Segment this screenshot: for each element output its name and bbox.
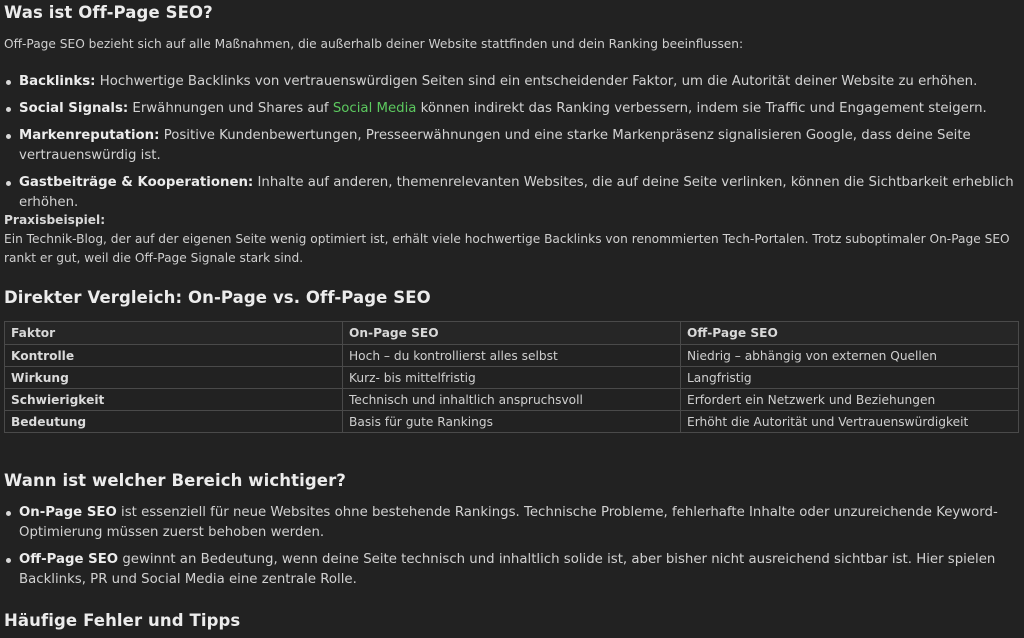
table-row — [5, 389, 1019, 411]
heading-off-page-seo: Was ist Off-Page SEO? — [4, 3, 213, 22]
text-off-page: gewinnt an Bedeutung, wenn deine Seite technisch und inhaltlich solide ist, aber bisher nicht ausreichend sichtbar ist. Hier spielen Backlinks, PR und Social Media eine zentrale Rolle. — [19, 552, 996, 587]
on-page-cell: Kurz- bis mittelfristig — [343, 367, 681, 389]
example-label: Praxisbeispiel: — [4, 213, 106, 227]
row-label: Schwierigkeit — [5, 389, 343, 411]
row-label: Bedeutung — [5, 411, 343, 433]
off-page-cell: Erhöht die Autorität und Vertrauenswürdigkeit — [681, 411, 1019, 433]
column-header-off-page: Off-Page SEO — [681, 322, 1019, 345]
off-page-cell: Niedrig – abhängig von externen Quellen — [681, 345, 1019, 367]
text-social-signals-before: Erwähnungen und Shares auf — [128, 101, 333, 116]
row-label: Kontrolle — [5, 345, 343, 367]
offpage-factor-list — [4, 72, 1020, 213]
list-item-backlinks — [4, 72, 1020, 92]
row-label: Wirkung — [5, 367, 343, 389]
table-row — [5, 345, 1019, 367]
heading-common-mistakes: Häufige Fehler und Tipps — [4, 611, 241, 630]
column-header-faktor: Faktor — [5, 322, 343, 345]
term-on-page: On-Page SEO — [19, 505, 117, 520]
text-on-page: ist essenziell für neue Websites ohne bestehende Rankings. Technische Probleme, fehlerhafte Inhalte oder unzureichende Keyword-Optimierung müssen zuerst behoben werden. — [19, 505, 998, 540]
term-backlinks: Backlinks: — [19, 74, 96, 89]
on-page-cell: Hoch – du kontrollierst alles selbst — [343, 345, 681, 367]
heading-when-important: Wann ist welcher Bereich wichtiger? — [4, 471, 346, 490]
term-social-signals: Social Signals: — [19, 101, 129, 116]
when-important-list — [4, 503, 1014, 590]
comparison-table — [4, 321, 1019, 433]
term-gastbeitraege: Gastbeiträge & Kooperationen: — [19, 175, 254, 190]
text-markenreputation: Positive Kundenbewertungen, Presseerwähnungen und eine starke Markenpräsenz signalisieren Google, dass deine Seite vertrauenswürdig ist. — [19, 128, 971, 163]
text-backlinks: Hochwertige Backlinks von vertrauenswürdigen Seiten sind ein entscheidender Faktor, um die Autorität deiner Website zu erhöhen. — [95, 74, 978, 89]
on-page-cell: Basis für gute Rankings — [343, 411, 681, 433]
term-off-page: Off-Page SEO — [19, 552, 119, 567]
social-media-link[interactable]: Social Media — [332, 101, 417, 116]
list-item-social-signals — [4, 99, 1020, 119]
list-item-gastbeitraege — [4, 173, 1020, 213]
column-header-on-page: On-Page SEO — [343, 322, 681, 345]
text-social-signals-after: können indirekt das Ranking verbessern, indem sie Traffic und Engagement steigern. — [416, 101, 987, 116]
heading-comparison: Direkter Vergleich: On-Page vs. Off-Page SEO — [4, 288, 431, 307]
off-page-cell: Langfristig — [681, 367, 1019, 389]
example-text: Ein Technik-Blog, der auf der eigenen Seite wenig optimiert ist, erhält viele hochwertige Backlinks von renommierten Tech-Portalen. Trotz suboptimaler On-Page SEO rankt er gut, weil die Off-Page Signale stark sind. — [4, 232, 1010, 265]
list-item-markenreputation — [4, 126, 1020, 166]
table-row — [5, 411, 1019, 433]
on-page-cell: Technisch und inhaltlich anspruchsvoll — [343, 389, 681, 411]
off-page-cell: Erfordert ein Netzwerk und Beziehungen — [681, 389, 1019, 411]
table-row — [5, 367, 1019, 389]
intro-text: Off-Page SEO bezieht sich auf alle Maßnahmen, die außerhalb deiner Website stattfinden und dein Ranking beeinflussen: — [4, 37, 744, 51]
text-gastbeitraege: Inhalte auf anderen, themenrelevanten Websites, die auf deine Seite verlinken, können die Sichtbarkeit erheblich erhöhen. — [19, 175, 1014, 210]
term-markenreputation: Markenreputation: — [19, 128, 160, 143]
table-header-row — [5, 322, 1019, 345]
list-item-on-page — [4, 503, 1014, 543]
list-item-off-page — [4, 550, 1014, 590]
